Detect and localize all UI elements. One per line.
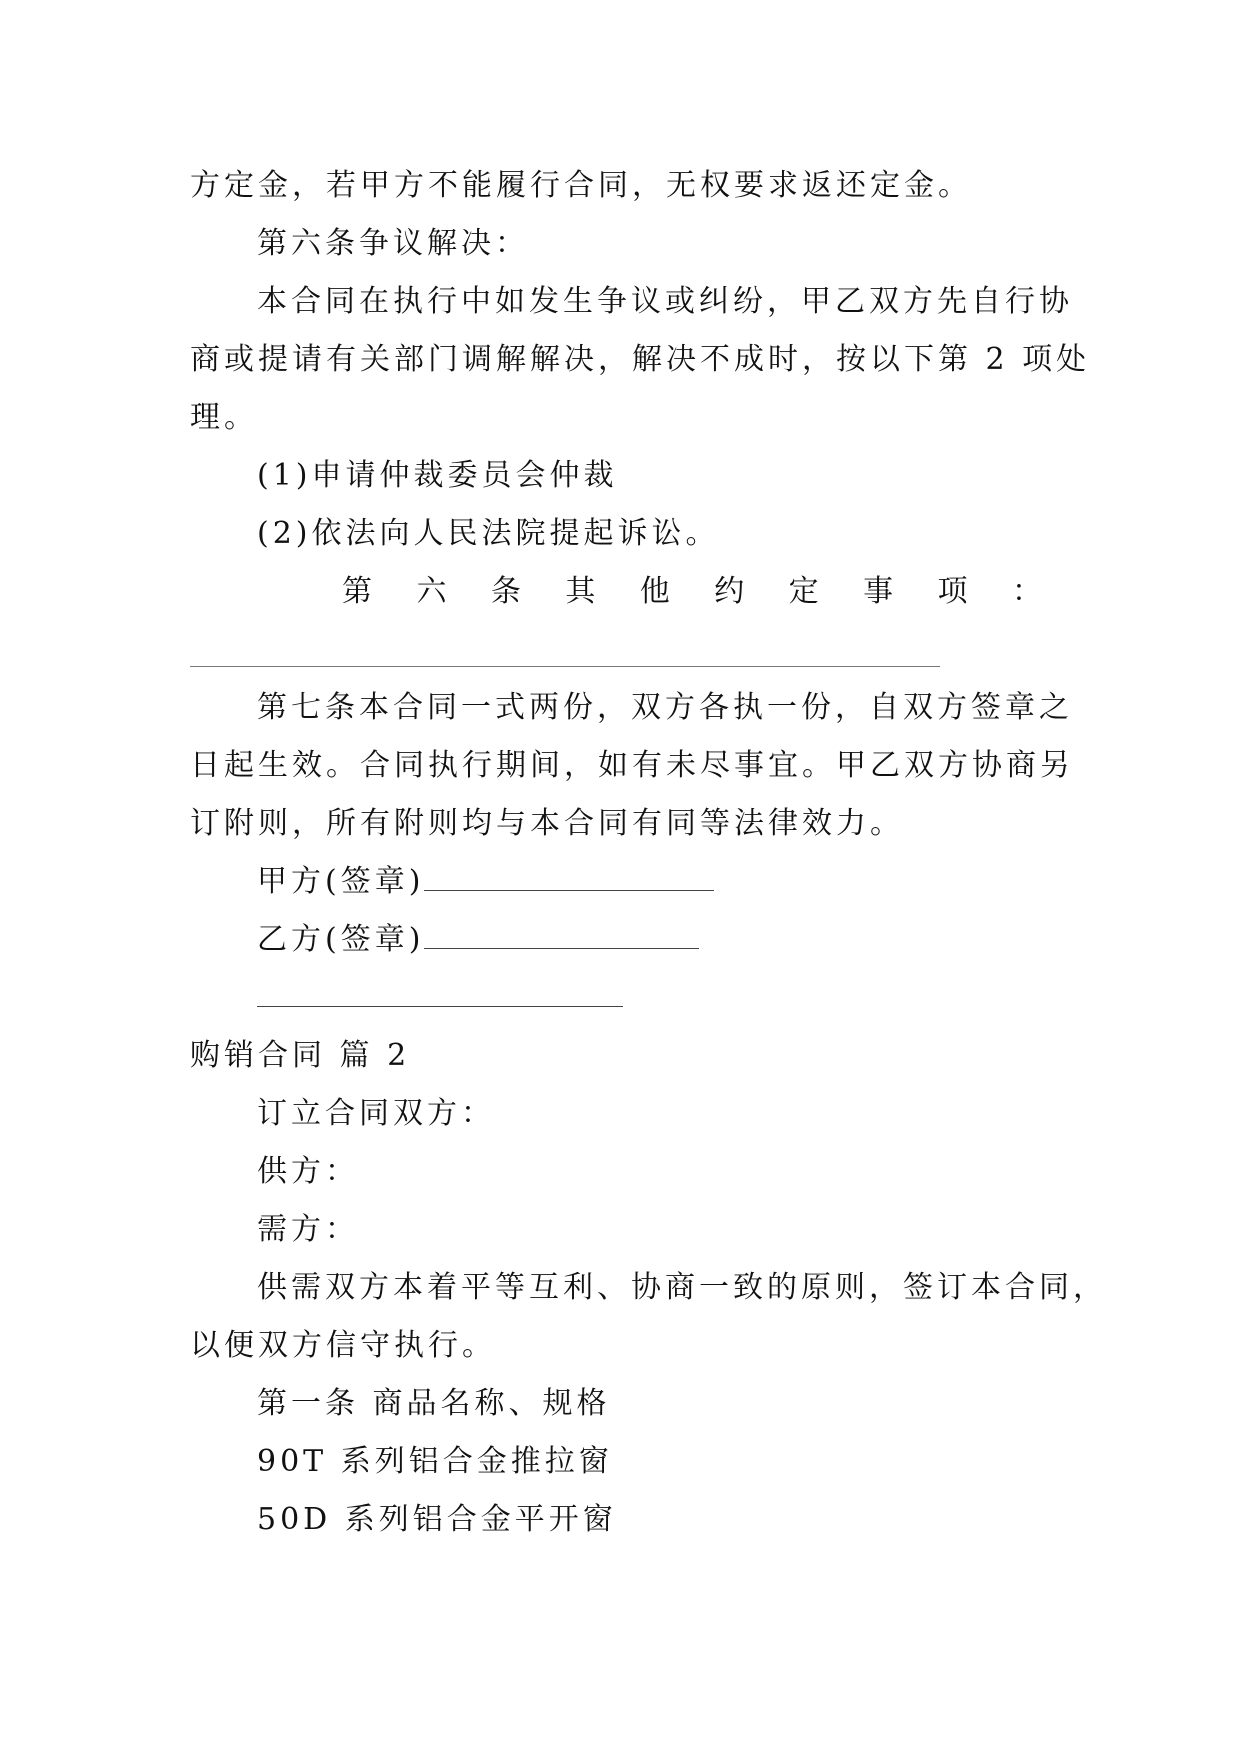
heading-char: 约 [714,574,745,609]
heading-char: 项 [937,574,968,609]
heading-char: 定 [788,574,819,609]
heading-char: 六 [416,574,447,609]
paragraph-line: 日起生效。合同执行期间，如有未尽事宜。甲乙双方协商另 [190,748,1074,783]
paragraph-line: 本合同在执行中如发生争议或纠纷，甲乙双方先自行协 [257,284,1073,319]
party-b-signature-label: 乙方(签章) [257,922,425,957]
paragraph-line: 订立合同双方： [257,1096,495,1131]
product-item: 90T 系列铝合金推拉窗 [257,1444,613,1479]
fill-in-rule [190,666,940,667]
article-6-heading: 第六条争议解决： [257,226,529,261]
party-a-signature-line [257,862,714,902]
party-a-signature-blank [424,862,714,891]
year-blank [257,978,387,1007]
paragraph-line: 方定金，若甲方不能履行合同，无权要求返还定金。 [190,168,972,203]
party-b-signature-line [257,920,699,960]
paragraph-line: 以便双方信守执行。 [190,1328,496,1363]
product-item: 50D 系列铝合金平开窗 [257,1502,617,1537]
heading-char: 其 [565,574,596,609]
paragraph-line: 商或提请有关部门调解解决，解决不成时，按以下第 2 项处 [190,342,1091,377]
paragraph-line: 供需双方本着平等互利、协商一致的原则，签订本合同， [257,1270,1107,1305]
party-b-signature-blank [424,920,699,949]
day-blank [505,978,623,1007]
heading-char: 他 [639,574,670,609]
supplier-line: 供方： [257,1154,359,1189]
paragraph-line: 第七条本合同一式两份，双方各执一份，自双方签章之 [257,690,1073,725]
heading-char: 事 [863,574,894,609]
date-line [257,978,623,1018]
party-a-signature-label: 甲方(签章) [257,864,425,899]
article-1-heading: 第一条 商品名称、规格 [257,1386,611,1421]
buyer-line: 需方： [257,1212,359,1247]
section-title: 购销合同 篇 2 [190,1038,411,1073]
heading-char: 第 [342,574,372,609]
paragraph-line: 订附则，所有附则均与本合同有同等法律效力。 [190,806,904,841]
month-blank [387,978,505,1007]
heading-char: ： [1011,574,1042,609]
heading-char: 条 [490,574,521,609]
list-item: (1)申请仲裁委员会仲裁 [257,458,618,493]
paragraph-line: 理。 [190,400,258,435]
list-item: (2)依法向人民法院提起诉讼。 [257,516,720,551]
other-terms-heading [342,572,1042,612]
